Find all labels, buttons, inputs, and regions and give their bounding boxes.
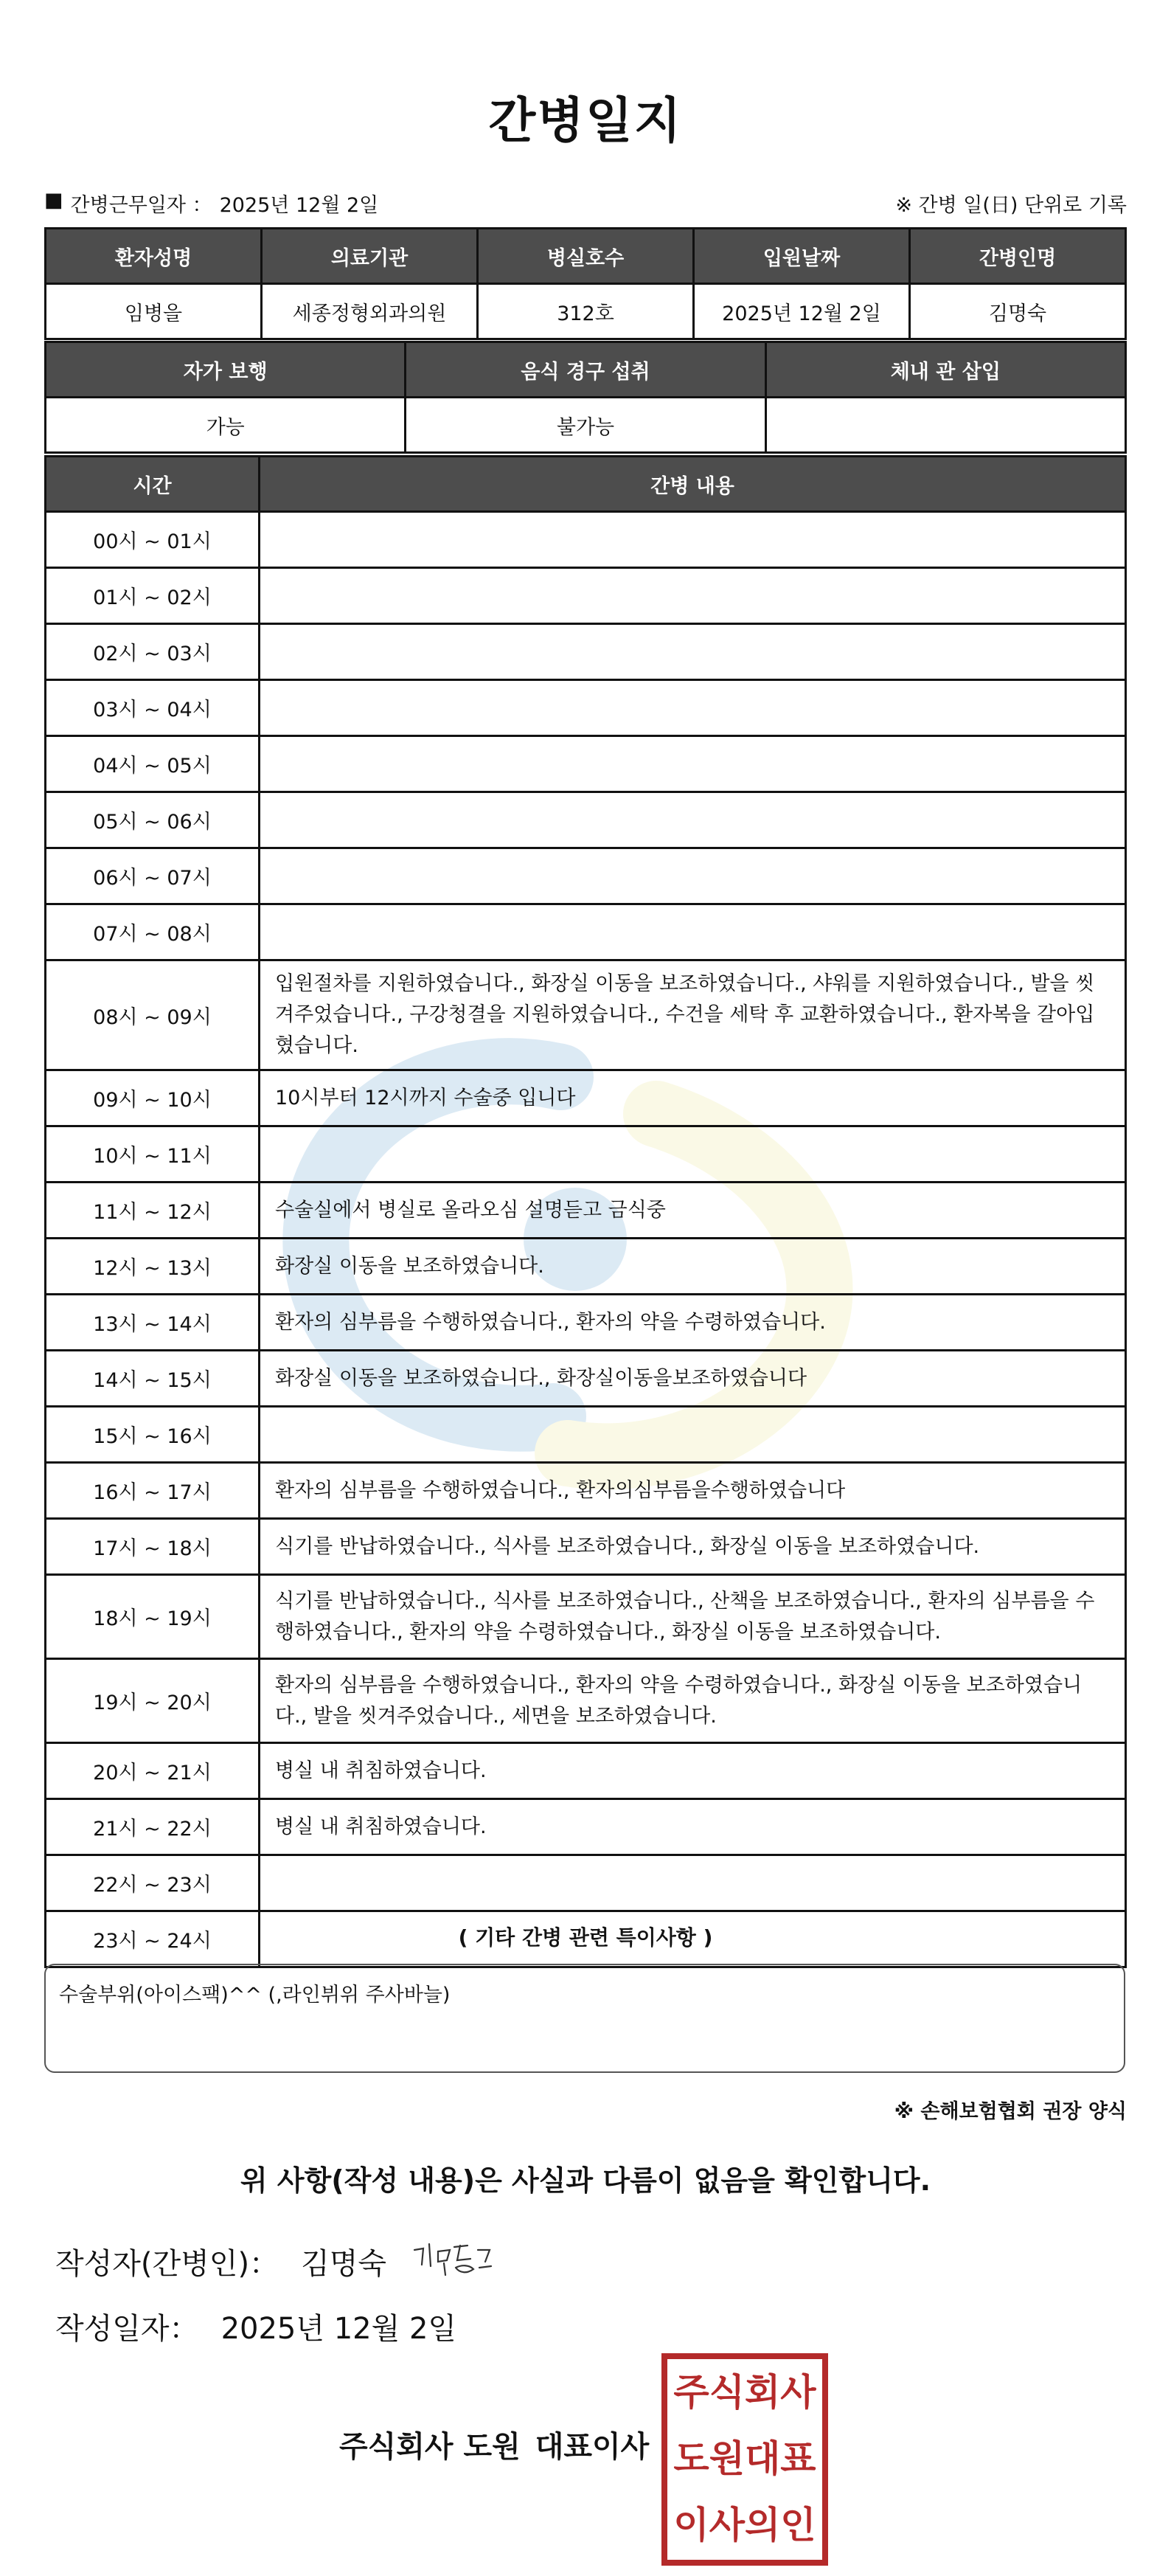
admission-date: 2025년 12월 2일 bbox=[694, 284, 910, 339]
log-time: 22시 ~ 23시 bbox=[46, 1855, 260, 1911]
work-date-row bbox=[44, 188, 1127, 218]
recommend-note: ※ 손해보험협회 권장 양식 bbox=[894, 2100, 1127, 2123]
log-time: 15시 ~ 16시 bbox=[46, 1407, 260, 1463]
log-content bbox=[260, 1407, 1126, 1463]
work-date-value: 2025년 12월 2일 bbox=[219, 193, 379, 217]
header-hospital: 의료기관 bbox=[262, 229, 478, 284]
log-time: 17시 ~ 18시 bbox=[46, 1519, 260, 1575]
patient-status-table bbox=[44, 341, 1127, 454]
log-content bbox=[260, 512, 1126, 568]
log-content: 화장실 이동을 보조하였습니다., 화장실이동을보조하였습니다 bbox=[260, 1351, 1126, 1407]
log-content bbox=[260, 848, 1126, 904]
header-admission-date: 입원날짜 bbox=[694, 229, 910, 284]
log-time: 16시 ~ 17시 bbox=[46, 1463, 260, 1519]
self-walking-value: 가능 bbox=[46, 398, 406, 453]
log-row bbox=[46, 1575, 1126, 1659]
company-row bbox=[339, 2423, 649, 2465]
header-oral-intake: 음식 경구 섭취 bbox=[406, 342, 765, 398]
log-row bbox=[46, 568, 1126, 624]
log-content bbox=[260, 1855, 1126, 1911]
log-time: 18시 ~ 19시 bbox=[46, 1575, 260, 1659]
patient-name: 임병을 bbox=[46, 284, 262, 339]
care-log-table bbox=[44, 455, 1127, 1968]
log-row bbox=[46, 1295, 1126, 1351]
log-content: 환자의 심부름을 수행하였습니다., 환자의 약을 수령하였습니다., 화장실 이동을 보조하였습니다., 발을 씻겨주었습니다., 세면을 보조하였습니다. bbox=[260, 1659, 1126, 1743]
header-care-content: 간병 내용 bbox=[260, 457, 1126, 512]
log-time: 09시 ~ 10시 bbox=[46, 1070, 260, 1126]
log-time: 10시 ~ 11시 bbox=[46, 1126, 260, 1183]
seal-line-1: 주식회사 bbox=[673, 2371, 816, 2414]
log-time: 08시 ~ 09시 bbox=[46, 960, 260, 1070]
log-row bbox=[46, 1183, 1126, 1239]
log-content bbox=[260, 624, 1126, 680]
log-content: 식기를 반납하였습니다., 식사를 보조하였습니다., 산책을 보조하였습니다., 환자의 심부름을 수행하였습니다., 환자의 약을 수령하였습니다., 화장실 이동을 보조하였습니다. bbox=[260, 1575, 1126, 1659]
log-time: 12시 ~ 13시 bbox=[46, 1239, 260, 1295]
oral-intake-value: 불가능 bbox=[406, 398, 765, 453]
log-row bbox=[46, 848, 1126, 904]
log-time: 20시 ~ 21시 bbox=[46, 1743, 260, 1799]
written-date-row bbox=[55, 2305, 456, 2347]
log-row bbox=[46, 1855, 1126, 1911]
log-row bbox=[46, 1351, 1126, 1407]
log-time: 14시 ~ 15시 bbox=[46, 1351, 260, 1407]
work-date-label: 간병근무일자 ： bbox=[70, 193, 212, 217]
log-time: 04시 ~ 05시 bbox=[46, 736, 260, 792]
header-patient-name: 환자성명 bbox=[46, 229, 262, 284]
log-row bbox=[46, 1070, 1126, 1126]
log-time: 23시 ~ 24시 bbox=[46, 1911, 260, 1967]
company-seal-icon bbox=[661, 2353, 828, 2566]
log-row bbox=[46, 1519, 1126, 1575]
log-time: 06시 ~ 07시 bbox=[46, 848, 260, 904]
header-caregiver-name: 간병인명 bbox=[910, 229, 1126, 284]
log-content bbox=[260, 792, 1126, 848]
log-content bbox=[260, 568, 1126, 624]
signature-icon bbox=[409, 2235, 497, 2287]
page-title: 간병일지 bbox=[488, 92, 683, 149]
log-time: 19시 ~ 20시 bbox=[46, 1659, 260, 1743]
log-row bbox=[46, 792, 1126, 848]
company-name: 주식회사 도원 bbox=[339, 2430, 521, 2464]
bullet-icon: ■ bbox=[44, 188, 63, 212]
log-row bbox=[46, 1659, 1126, 1743]
written-date-value: 2025년 12월 2일 bbox=[220, 2312, 457, 2346]
company-title: 대표이사 bbox=[535, 2430, 650, 2464]
log-time: 00시 ~ 01시 bbox=[46, 512, 260, 568]
header-self-walking: 자가 보행 bbox=[46, 342, 406, 398]
room-number: 312호 bbox=[478, 284, 694, 339]
log-content: 수술실에서 병실로 올라오심 설명듣고 금식중 bbox=[260, 1183, 1126, 1239]
log-time: 13시 ~ 14시 bbox=[46, 1295, 260, 1351]
special-notes-title: ( 기타 간병 관련 특이사항 ) bbox=[458, 1925, 713, 1950]
log-time: 01시 ~ 02시 bbox=[46, 568, 260, 624]
seal-line-3: 이사의인 bbox=[673, 2504, 816, 2546]
log-content: 입원절차를 지원하였습니다., 화장실 이동을 보조하였습니다., 샤워를 지원하였습니다., 발을 씻겨주었습니다., 구강청결을 지원하였습니다., 수건을 세탁 후 교환하였습니다., 환자복을 갈아입혔습니다. bbox=[260, 960, 1126, 1070]
log-content: 환자의 심부름을 수행하였습니다., 환자의 약을 수령하였습니다. bbox=[260, 1295, 1126, 1351]
log-row bbox=[46, 1126, 1126, 1183]
log-row bbox=[46, 680, 1126, 736]
log-time: 11시 ~ 12시 bbox=[46, 1183, 260, 1239]
log-time: 03시 ~ 04시 bbox=[46, 680, 260, 736]
log-content: 병실 내 취침하였습니다. bbox=[260, 1799, 1126, 1855]
patient-info-table bbox=[44, 227, 1127, 340]
log-row bbox=[46, 1463, 1126, 1519]
confirmation-statement: 위 사항(작성 내용)은 사실과 다름이 없음을 확인합니다. bbox=[240, 2164, 931, 2197]
hospital-name: 세종정형외과의원 bbox=[262, 284, 478, 339]
header-room: 병실호수 bbox=[478, 229, 694, 284]
log-row bbox=[46, 1239, 1126, 1295]
special-notes-box: 수술부위(아이스팩)^^ (,라인뷔위 주사바늘) bbox=[44, 1964, 1125, 2073]
log-content: 식기를 반납하였습니다., 식사를 보조하였습니다., 화장실 이동을 보조하였습니다. bbox=[260, 1519, 1126, 1575]
log-time: 02시 ~ 03시 bbox=[46, 624, 260, 680]
log-content bbox=[260, 904, 1126, 960]
log-row bbox=[46, 904, 1126, 960]
log-content bbox=[260, 736, 1126, 792]
log-time: 05시 ~ 06시 bbox=[46, 792, 260, 848]
log-row bbox=[46, 512, 1126, 568]
log-content bbox=[260, 680, 1126, 736]
writer-name: 김명숙 bbox=[301, 2246, 386, 2281]
writer-row bbox=[55, 2235, 497, 2287]
log-content: 화장실 이동을 보조하였습니다. bbox=[260, 1239, 1126, 1295]
log-row bbox=[46, 624, 1126, 680]
log-content: 병실 내 취침하였습니다. bbox=[260, 1743, 1126, 1799]
log-time: 07시 ~ 08시 bbox=[46, 904, 260, 960]
log-row bbox=[46, 960, 1126, 1070]
log-row bbox=[46, 736, 1126, 792]
log-time: 21시 ~ 22시 bbox=[46, 1799, 260, 1855]
tube-insertion-value bbox=[765, 398, 1125, 453]
log-content: 환자의 심부름을 수행하였습니다., 환자의심부름을수행하였습니다 bbox=[260, 1463, 1126, 1519]
log-content bbox=[260, 1126, 1126, 1183]
log-row bbox=[46, 1799, 1126, 1855]
log-row bbox=[46, 1407, 1126, 1463]
header-time: 시간 bbox=[46, 457, 260, 512]
log-content: 10시부터 12시까지 수술중 입니다 bbox=[260, 1070, 1126, 1126]
seal-line-2: 도원대표 bbox=[673, 2437, 816, 2480]
caregiver-name: 김명숙 bbox=[910, 284, 1126, 339]
daily-record-note: ※ 간병 일(日) 단위로 기록 bbox=[895, 193, 1127, 217]
written-date-label: 작성일자： bbox=[55, 2312, 199, 2346]
log-row bbox=[46, 1743, 1126, 1799]
header-tube-insertion: 체내 관 삽입 bbox=[765, 342, 1125, 398]
writer-label: 작성자(간병인)： bbox=[55, 2246, 279, 2281]
